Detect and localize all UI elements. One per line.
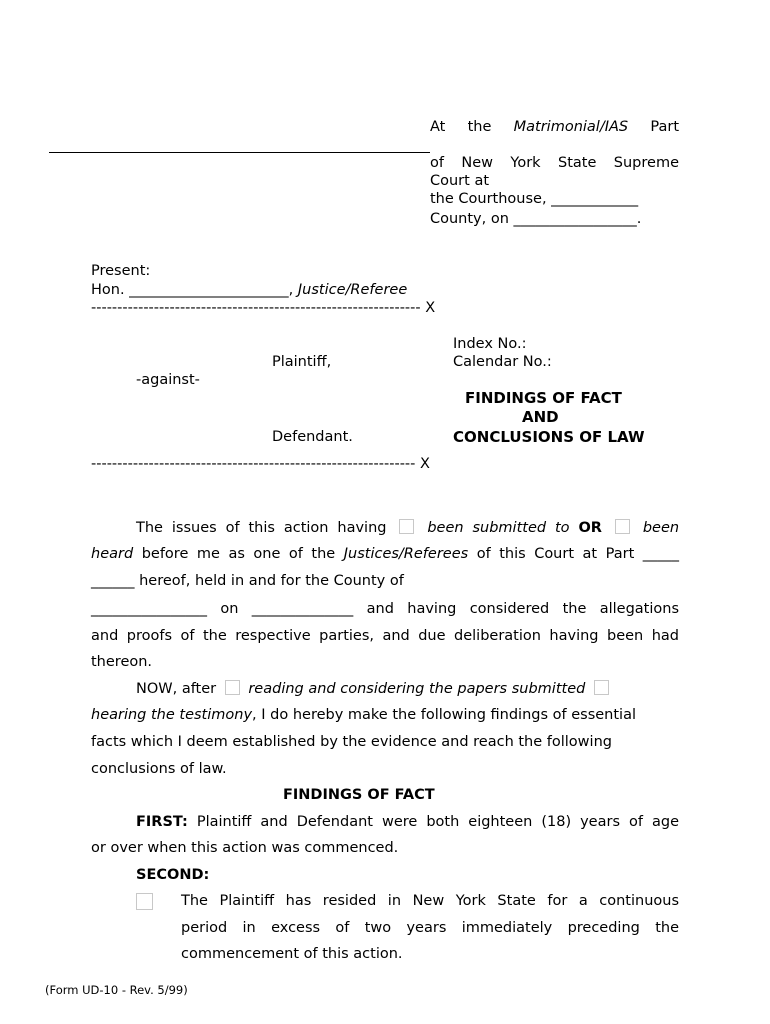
hearing-testimony-checkbox[interactable] [594,680,609,695]
p1-text-c: been [642,520,680,536]
caption-justice: Justice/Referee [297,282,408,298]
body-p2-line3: facts which I deem established by the evidence and reach the following [91,734,612,750]
p2-text-c: , I do hereby make the following findings of essential [252,707,636,723]
body-p1-line3: ______ hereof, held in and for the County of [91,573,404,589]
second-line1: The Plaintiff has resided in New York State for a continuous [181,893,679,909]
reading-papers-checkbox[interactable] [225,680,240,695]
body-p1-line1 [136,515,679,541]
body-p2-line2 [91,702,679,728]
p1-or: OR [578,520,602,536]
body-p1-line5: and proofs of the respective parties, and due deliberation having been had [91,628,679,644]
caption-against: -against- [136,372,200,388]
p1-text-a: The issues of this action having [136,520,387,536]
caption-present: Present: [91,263,151,279]
second-line2: period in excess of two years immediately preceding the [181,920,679,936]
p1-text-d: before me as one of the [141,546,336,562]
p2-hearing: hearing the testimony [91,707,253,723]
body-p1-line6: thereon. [91,654,153,670]
body-p1-line4 [91,596,679,622]
header-court-at: Court at [430,173,490,189]
body-p1-line2 [91,541,679,567]
header-at-the: At the [430,119,492,135]
first-text: Plaintiff and Defendant were both eighteen (18) years of age [196,814,680,830]
caption-defendant: Defendant. [272,429,353,445]
p2-text-a: NOW, after [136,681,217,697]
header-at-the-line [430,119,679,135]
caption-index-no: Index No.: [453,336,527,352]
p1-justices: Justices/Referees [343,546,469,562]
caption-title-conclusions: CONCLUSIONS OF LAW [453,428,645,446]
body-p2-line1 [136,676,679,702]
p1-text-b: been submitted to [427,520,570,536]
p1-heard: heard [91,546,134,562]
p1-text-e: of this Court at Part _____ [476,546,680,562]
header-of-ny: of New York State Supreme [430,155,679,171]
caption-calendar-no: Calendar No.: [453,354,552,370]
header-courthouse: the Courthouse, ____________ [430,191,639,207]
caption-title-findings: FINDINGS OF FACT [465,389,622,407]
caption-hon-line [91,282,407,298]
caption-dash-bottom: -------------------------------------------------------------- X [91,456,430,472]
header-signature-line [49,152,430,153]
first-line1 [136,809,679,835]
first-line2: or over when this action was commenced. [91,840,399,856]
header-matrimonial: Matrimonial/IAS [513,119,629,135]
header-part: Part [650,119,680,135]
caption-title-and: AND [522,408,559,426]
header-county-on: County, on _________________. [430,211,642,227]
heard-checkbox[interactable] [615,519,630,534]
body-p2-line4: conclusions of law. [91,761,227,777]
findings-heading: FINDINGS OF FACT [283,787,435,803]
caption-hon: Hon. ______________________, [91,282,294,298]
second-label-text: SECOND: [136,867,210,883]
second-checkbox[interactable] [136,893,153,910]
second-label [136,862,724,888]
first-label: FIRST: [136,814,188,830]
form-footer: (Form UD-10 - Rev. 5/99) [45,983,188,997]
second-line3: commencement of this action. [181,946,403,962]
caption-plaintiff: Plaintiff, [272,354,332,370]
p1-line4a: ________________ on ______________ [91,601,354,617]
submitted-checkbox[interactable] [399,519,414,534]
p1-line4b: and having considered the allegations [366,601,680,617]
caption-dash-top: --------------------------------------------------------------- X [91,300,436,316]
p2-text-b: reading and considering the papers submitted [248,681,586,697]
